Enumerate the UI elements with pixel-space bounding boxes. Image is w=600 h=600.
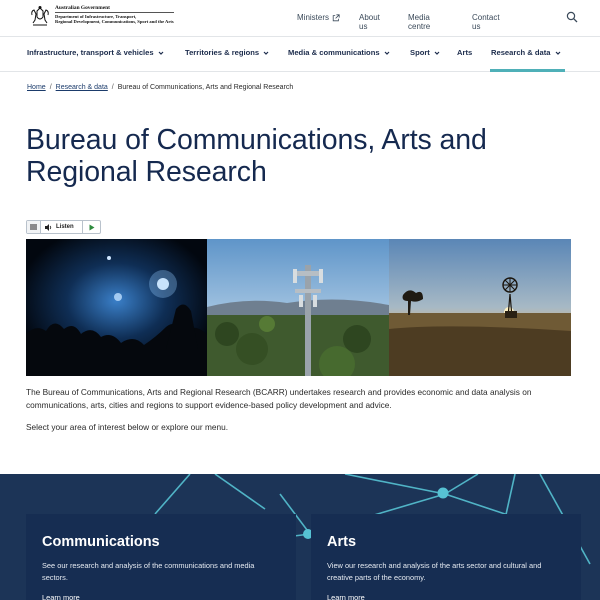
- active-nav-indicator: [490, 69, 565, 72]
- chevron-down-icon: [434, 50, 440, 56]
- card-title: Communications: [42, 534, 160, 550]
- government-logo[interactable]: [28, 5, 178, 31]
- nav-item-arts[interactable]: [457, 48, 472, 57]
- nav-item-label: Territories & regions: [185, 48, 260, 57]
- listen-button[interactable]: [41, 221, 82, 233]
- site-header: [0, 0, 600, 36]
- utility-link-ministers[interactable]: [297, 13, 340, 22]
- breadcrumb-research[interactable]: Research & data: [55, 84, 108, 91]
- nav-item-territories[interactable]: [185, 48, 269, 57]
- chevron-down-icon: [158, 50, 164, 56]
- logo-department-line-2: Regional Development, Communications, Sport and the Arts: [55, 19, 174, 25]
- logo-text: [55, 5, 174, 25]
- nav-item-label: Research & data: [491, 48, 551, 57]
- communications-card[interactable]: [26, 514, 296, 600]
- chevron-down-icon: [555, 50, 561, 56]
- intro-paragraph: The Bureau of Communications, Arts and Regional Research (BCARR) undertakes research and provides economic and data analysis on communications, arts, cities and regions to support evidence-based policy development and advice.: [26, 387, 532, 411]
- chevron-down-icon: [263, 50, 269, 56]
- utility-link-contact[interactable]: Contact us: [472, 13, 500, 31]
- breadcrumb-home[interactable]: Home: [27, 84, 46, 91]
- nav-item-label: Arts: [457, 48, 473, 57]
- listen-label: Listen: [56, 224, 74, 230]
- utility-link-media-centre[interactable]: Media centre: [408, 13, 431, 31]
- chevron-down-icon: [384, 50, 390, 56]
- utility-link-about[interactable]: About us: [359, 13, 380, 31]
- telecom-tower-image: [207, 239, 389, 376]
- play-icon: [89, 224, 95, 231]
- learn-more-link[interactable]: Learn more: [42, 592, 80, 600]
- nav-item-label: Infrastructure, transport & vehicles: [27, 48, 154, 57]
- card-description: See our research and analysis of the communications and media sectors.: [42, 561, 255, 582]
- select-prompt: Select your area of interest below or explore our menu.: [26, 422, 228, 432]
- nav-item-label: Sport: [410, 48, 430, 57]
- card-title: Arts: [327, 534, 357, 550]
- external-link-icon: [332, 14, 340, 22]
- nav-item-infrastructure[interactable]: [27, 48, 164, 57]
- page-title: Bureau of Communications, Arts and Regional Research: [26, 124, 487, 189]
- breadcrumb-separator: /: [111, 84, 114, 91]
- hero-image-collage: [26, 239, 571, 376]
- learn-more-link[interactable]: Learn more: [327, 592, 365, 600]
- nav-item-sport[interactable]: [410, 48, 440, 57]
- coat-of-arms-icon: [28, 5, 52, 29]
- breadcrumb-separator: /: [49, 84, 52, 91]
- windmill-sunset-image: [389, 239, 571, 376]
- main-nav: [0, 36, 600, 72]
- breadcrumb-current: Bureau of Communications, Arts and Regional Research: [117, 84, 294, 91]
- nav-item-research-data[interactable]: [491, 48, 561, 57]
- search-icon[interactable]: [566, 11, 578, 23]
- speaker-icon: [45, 224, 53, 231]
- area-of-interest-section: [0, 474, 600, 600]
- breadcrumb: [27, 84, 293, 91]
- arts-card[interactable]: [311, 514, 581, 600]
- listen-widget: [26, 220, 101, 234]
- card-description: View our research and analysis of the arts sector and cultural and creative parts of the economy.: [327, 561, 542, 582]
- nav-item-media-communications[interactable]: [288, 48, 390, 57]
- ministers-label: Ministers: [297, 13, 330, 22]
- play-button[interactable]: [82, 221, 100, 233]
- logo-department-line-1: Department of Infrastructure, Transport,: [55, 14, 137, 20]
- concert-crowd-image: [26, 239, 207, 376]
- menu-icon: [30, 224, 37, 230]
- nav-item-label: Media & communications: [288, 48, 380, 57]
- listen-menu-button[interactable]: [27, 221, 41, 233]
- logo-government: Australian Government: [55, 5, 174, 13]
